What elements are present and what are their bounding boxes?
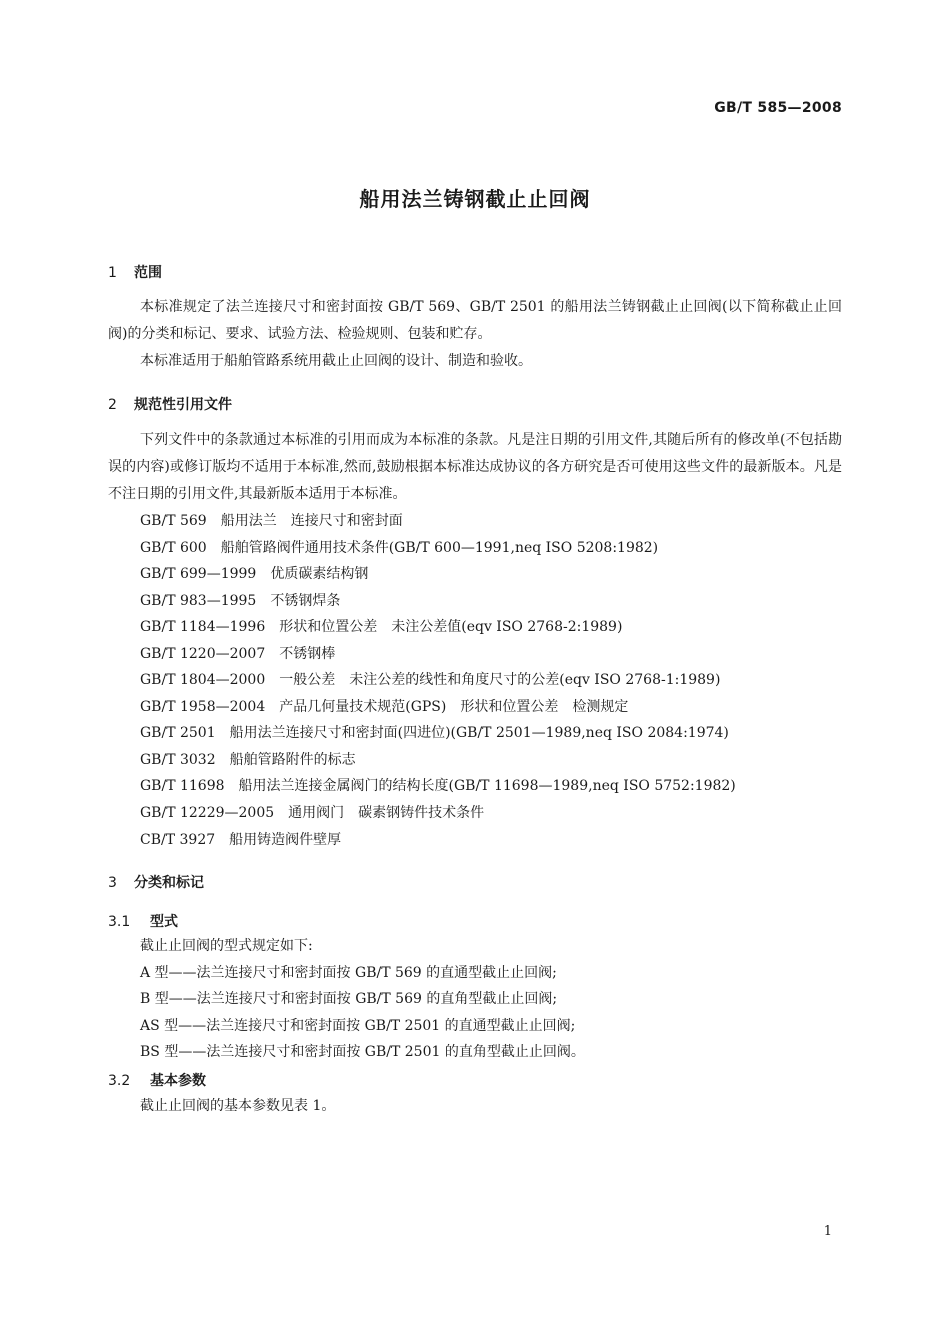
reference-item — [140, 644, 335, 664]
type-definition-line: BS 型——法兰连接尺寸和密封面按 GB/T 2501 的直角型截止止回阀。 — [140, 1044, 585, 1060]
reference-title: 产品几何量技术规范(GPS) 形状和位置公差 检测规定 — [279, 699, 629, 715]
type-definition-line: A 型——法兰连接尺寸和密封面按 GB/T 569 的直通型截止止回阀; — [140, 965, 557, 981]
reference-item — [140, 723, 729, 743]
reference-item — [140, 591, 340, 611]
section-3-heading — [108, 872, 204, 892]
reference-title: 形状和位置公差 未注公差值(eqv ISO 2768-2:1989) — [279, 619, 623, 635]
section-title: 基本参数 — [150, 1073, 206, 1089]
reference-item — [140, 617, 622, 637]
reference-title: 船用铸造阀件壁厚 — [229, 832, 342, 848]
reference-item — [140, 830, 341, 850]
section-1-paragraph: 本标准适用于船舶管路系统用截止止回阀的设计、制造和验收。 — [140, 353, 532, 369]
reference-item — [140, 511, 403, 531]
reference-title: 不锈钢焊条 — [270, 593, 341, 609]
reference-code: GB/T 12229—2005 — [140, 805, 275, 821]
section-title: 规范性引用文件 — [134, 397, 232, 413]
reference-code: GB/T 3032 — [140, 752, 216, 768]
reference-code: GB/T 1958—2004 — [140, 699, 266, 715]
reference-code: CB/T 3927 — [140, 832, 216, 848]
section-2-heading — [108, 394, 232, 414]
reference-code: GB/T 2501 — [140, 725, 216, 741]
reference-code: GB/T 11698 — [140, 778, 225, 794]
reference-title: 一般公差 未注公差的线性和角度尺寸的公差(eqv ISO 2768-1:1989) — [279, 672, 721, 688]
section-title: 范围 — [134, 265, 162, 281]
reference-item — [140, 803, 484, 823]
section-number: 3 — [108, 875, 117, 891]
section-3-1-heading — [108, 911, 178, 931]
parameter-line: 截止止回阀的基本参数见表 1。 — [140, 1098, 336, 1114]
reference-code: GB/T 1220—2007 — [140, 646, 266, 662]
section-number: 1 — [108, 265, 117, 281]
reference-title: 不锈钢棒 — [279, 646, 336, 662]
section-3-2-heading — [108, 1070, 206, 1090]
reference-item — [140, 750, 356, 770]
reference-title: 通用阀门 碳素钢铸件技术条件 — [288, 805, 485, 821]
reference-item — [140, 670, 720, 690]
reference-item — [140, 564, 368, 584]
reference-code: GB/T 699—1999 — [140, 566, 257, 582]
reference-title: 船用法兰连接尺寸和密封面(四进位)(GB/T 2501—1989,neq ISO 2084:1974) — [229, 725, 729, 741]
page-title: 船用法兰铸钢截止止回阀 — [359, 187, 591, 211]
reference-code: GB/T 1804—2000 — [140, 672, 266, 688]
reference-title: 船舶管路附件的标志 — [229, 752, 356, 768]
reference-code: GB/T 569 — [140, 513, 207, 529]
reference-item — [140, 697, 628, 717]
reference-item — [140, 538, 658, 558]
section-1-paragraph: 本标准规定了法兰连接尺寸和密封面按 GB/T 569、GB/T 2501 的船用法兰铸钢截止止回阀(以下简称截止止回阀)的分类和标记、要求、试验方法、检验规则、包装和贮存。 — [108, 299, 842, 342]
reference-code: GB/T 600 — [140, 540, 207, 556]
reference-title: 船用法兰 连接尺寸和密封面 — [220, 513, 403, 529]
page-number: 1 — [823, 1224, 832, 1239]
standard-code: GB/T 585—2008 — [714, 100, 842, 116]
reference-title: 优质碳素结构钢 — [270, 566, 369, 582]
type-definition-line: B 型——法兰连接尺寸和密封面按 GB/T 569 的直角型截止止回阀; — [140, 991, 558, 1007]
section-2-intro: 下列文件中的条款通过本标准的引用而成为本标准的条款。凡是注日期的引用文件,其随后所有的修改单(不包括勘误的内容)或修订版均不适用于本标准,然而,鼓励根据本标准达成协议的各方研究是否可使用这些文件的最新版本。凡是不注日期的引用文件,其最新版本适用于本标准。 — [108, 432, 842, 502]
reference-code: GB/T 1184—1996 — [140, 619, 266, 635]
reference-code: GB/T 983—1995 — [140, 593, 257, 609]
section-1-heading — [108, 262, 162, 282]
reference-item — [140, 776, 736, 796]
reference-title: 船舶管路阀件通用技术条件(GB/T 600—1991,neq ISO 5208:1982) — [220, 540, 659, 556]
section-title: 型式 — [150, 914, 178, 930]
type-definition-line: 截止止回阀的型式规定如下: — [140, 938, 313, 954]
section-title: 分类和标记 — [134, 875, 204, 891]
section-number: 3.2 — [108, 1073, 131, 1089]
section-number: 3.1 — [108, 914, 131, 930]
section-number: 2 — [108, 397, 117, 413]
type-definition-line: AS 型——法兰连接尺寸和密封面按 GB/T 2501 的直通型截止止回阀; — [140, 1018, 576, 1034]
reference-title: 船用法兰连接金属阀门的结构长度(GB/T 11698—1989,neq ISO 5752:1982) — [238, 778, 736, 794]
